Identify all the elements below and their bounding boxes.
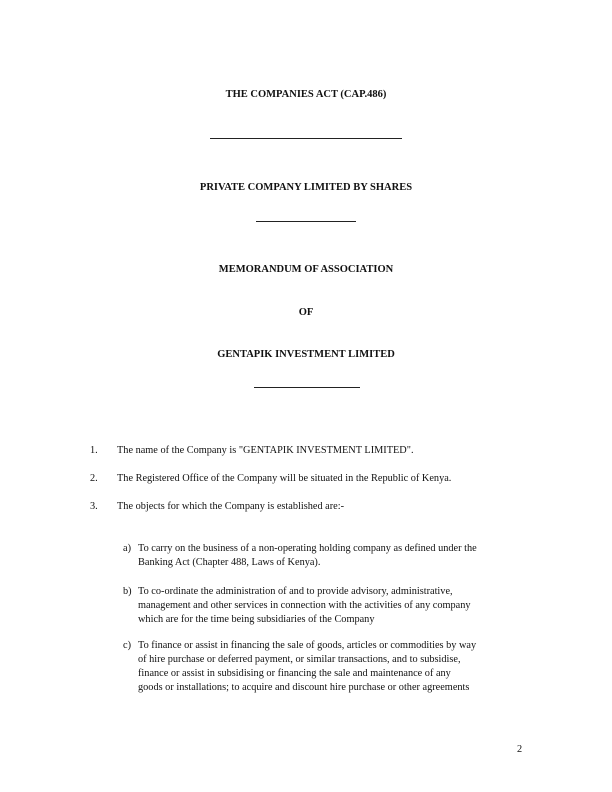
of-heading: OF [298,307,314,318]
object-text-line: management and other services in connection with the activities of any company [138,600,471,611]
company-name-heading: GENTAPIK INVESTMENT LIMITED [217,349,395,360]
clause-text: The objects for which the Company is established are:- [117,501,345,512]
company-type-heading: PRIVATE COMPANY LIMITED BY SHARES [199,182,413,193]
divider-rule [210,138,402,139]
clause-text: The name of the Company is "GENTAPIK INVESTMENT LIMITED". [117,445,414,456]
clause-number: 2. [90,473,98,484]
page-number: 2 [517,744,523,755]
object-text-line: Banking Act (Chapter 488, Laws of Kenya). [138,557,321,568]
object-text-line: goods or installations; to acquire and discount hire purchase or other agreements [138,682,470,693]
object-text-line: which are for the time being subsidiaries of the Company [138,614,375,625]
object-label: b) [123,586,132,597]
object-text-line: To finance or assist in financing the sale of goods, articles or commodities by way [138,640,477,651]
clause-number: 1. [90,445,98,456]
object-label: c) [123,640,131,651]
divider-rule [256,221,356,222]
object-text-line: finance or assist in subsidising or financing the sale and maintenance of any [138,668,451,679]
object-text-line: To co-ordinate the administration of and to provide advisory, administrative, [138,586,453,597]
memorandum-heading: MEMORANDUM OF ASSOCIATION [218,264,394,275]
object-label: a) [123,543,131,554]
object-text-line: of hire purchase or deferred payment, or similar transactions, and to subsidise, [138,654,461,665]
clause-number: 3. [90,501,98,512]
act-heading: THE COMPANIES ACT (CAP.486) [225,89,387,100]
clause-text: The Registered Office of the Company will be situated in the Republic of Kenya. [117,473,452,484]
divider-rule [254,387,360,388]
object-text-line: To carry on the business of a non-operating holding company as defined under the [138,543,477,554]
